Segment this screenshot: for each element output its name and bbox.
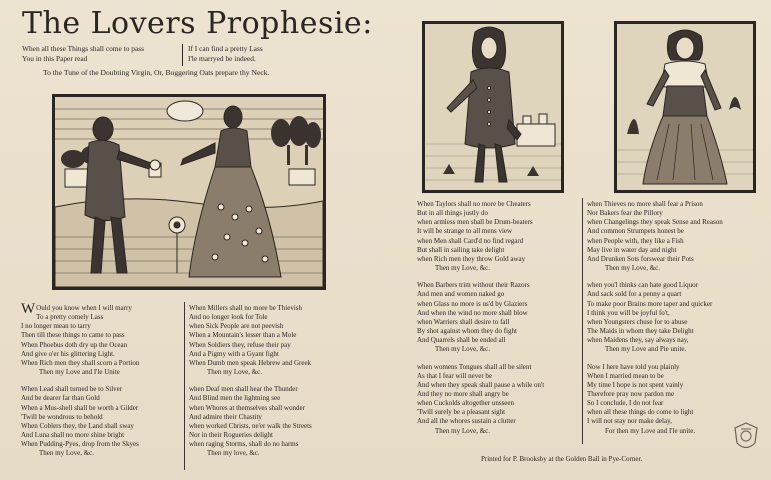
- verse-line: Nor in their Rogueries delight: [189, 431, 273, 440]
- verse-line: And all the whores sustain a clutter: [417, 417, 516, 426]
- verse-line: When Millers shall no more be Thievish: [189, 304, 303, 312]
- verse-chorus: Then my Love, &c.: [207, 368, 263, 377]
- verse-line: When a Mountain's lesser than a Mole: [189, 331, 297, 340]
- verse-line: To a pretty comely Lass: [36, 313, 104, 322]
- verse-line: My time I hope is not spent vainly: [587, 380, 684, 389]
- column-divider: [582, 198, 583, 444]
- verse-line: And Drunken Sots forswear their Pots: [587, 254, 694, 263]
- verse-line: To make poor Brains more taper and quicker: [587, 299, 713, 308]
- verse-line: When I married mean to be: [587, 371, 664, 380]
- verse-line: When Taylors shall no more be Cheaters: [417, 200, 531, 208]
- verse-line: But in all things justly do: [417, 209, 488, 218]
- verse-line: And men and women naked go: [417, 290, 505, 299]
- verse-line: when armless men shall be Drum-beaters: [417, 218, 533, 227]
- intro-line: You in this Paper read: [22, 54, 88, 63]
- verse-line: When Rich men they shall scorn a Portion: [21, 358, 140, 367]
- verse-line: when all these things do come to light: [587, 408, 694, 417]
- verse-line: But shall in sailing take delight: [417, 245, 505, 254]
- verse-chorus: For then my Love and I'le unite.: [605, 426, 696, 435]
- verse-line: when Men shall Card'd no find regard: [417, 236, 524, 245]
- intro-line: If I can find a pretty Lass: [188, 44, 263, 53]
- verse-line: when People with, they like a Fish: [587, 236, 684, 245]
- verse-line: The Maids in whom they take Delight: [587, 327, 694, 336]
- verse-line: And when they speak shall pause a while on't: [417, 380, 545, 389]
- verse-line: when Youngsters chuse for to abuse: [587, 317, 688, 326]
- verse-line: By shot against whom they do fight: [417, 327, 517, 336]
- woodcut-couple-illustration: [52, 94, 326, 290]
- verse-line: when worked Christs, ne'er walk the Streets: [189, 421, 312, 430]
- verse-line: As that I fear will never be: [417, 371, 493, 380]
- verse-line: And no longer look for Tole: [189, 313, 268, 322]
- verse-line: when Thieves no more shall fear a Prison: [587, 200, 703, 208]
- printer-imprint: Printed for P. Brooksby at the Golden Ball in Pye-Corner.: [481, 455, 643, 463]
- verse-line: So I conclude, I do not fear: [587, 399, 664, 408]
- verse-line: When Barbers trim without their Razors: [417, 281, 530, 290]
- column-divider: [184, 302, 185, 470]
- verse-column-1: [21, 301, 140, 459]
- verse-line: And Quarrels shall be ended all: [417, 336, 506, 345]
- verse-chorus: Then my love, &c.: [207, 449, 260, 458]
- intro-bracket: [182, 44, 183, 66]
- woodcut-gentleman-illustration: [422, 21, 564, 193]
- verse-line: When a Mus-shell shall be worth a Gilder: [21, 403, 139, 412]
- verse-column-3: [417, 200, 544, 436]
- verse-line: Then till these things to came to pass: [21, 331, 125, 340]
- verse-chorus: Then my Love, &c.: [435, 345, 491, 354]
- verse-line: When Dumb men speak Hebrew and Greek: [189, 358, 312, 367]
- verse-line: And be dearer far than Gold: [21, 394, 100, 403]
- verse-chorus: Then my Love, &c.: [435, 264, 491, 273]
- tune-line: To the Tune of the Doubting Virgin, Or, Buggering Oats prepare thy Neck.: [43, 68, 270, 77]
- verse-line: when Glass no more is us'd by Glaziers: [417, 299, 528, 308]
- verse-line: When Coblers they, the Land shall sway: [21, 421, 134, 430]
- verse-line: And when the wind no more shall blow: [417, 308, 528, 317]
- verse-line: And common Strumpets honest be: [587, 227, 684, 236]
- verse-line: And sack sold for a penny a quart: [587, 290, 682, 299]
- page-title: The Lovers Prophesie:: [22, 6, 373, 41]
- verse-line: When Lead shall turned be to Silver: [21, 385, 123, 394]
- verse-line: when womens Tongues shall all be silent: [417, 362, 532, 371]
- verse-line: when Rich men they throw Gold away: [417, 254, 526, 263]
- verse-line: Therefore pray now pardon me: [587, 389, 675, 398]
- verse-line: when Warriers shall desire to fall: [417, 317, 510, 326]
- verse-line: when Deaf men shall hear the Thunder: [189, 385, 298, 394]
- verse-line: I will not stay nor make delay,: [587, 417, 672, 426]
- verse-line: Now I here have told you plainly: [587, 362, 680, 371]
- woodcut-lady-illustration: [614, 21, 756, 193]
- verse-line: when Changelings they speak Sense and Reason: [587, 218, 723, 227]
- verse-chorus: Then my Love, &c.: [435, 426, 491, 435]
- verse-line: when Sick People are not peevish: [189, 322, 284, 331]
- verse-line: And Luna shall no more shine bright: [21, 431, 125, 440]
- verse-line: when Whores at themselves shall wonder: [189, 403, 305, 412]
- verse-line: When Soldiers they, refuse their pay: [189, 340, 291, 349]
- verse-line: May live in water day and night: [587, 245, 677, 254]
- verse-chorus: Then my Love, &c.: [39, 449, 95, 458]
- verse-text: Ould you know when I will marry: [36, 304, 132, 312]
- verse-line: when raging Storms, shall do no harms: [189, 440, 299, 449]
- verse-line: [21, 301, 139, 317]
- verse-line: When Pudding-Pyes, drop from the Skyes: [21, 440, 139, 449]
- verse-chorus: Then my Love and Pie unite.: [605, 345, 687, 354]
- verse-column-4: [587, 200, 723, 436]
- verse-line: And admire their Chastity: [189, 412, 262, 421]
- verse-column-2: [189, 304, 312, 459]
- verse-line: 'Twill surely be a pleasant sight: [417, 408, 506, 417]
- verse-line: I no longer mean to tarry: [21, 322, 91, 331]
- verse-line: when you'l thinks can hate good Liquor: [587, 281, 698, 290]
- verse-line: And give o'er his glittering Light.: [21, 349, 115, 358]
- verse-line: When Phoebus doth dry up the Ocean: [21, 340, 128, 349]
- verse-chorus: Then my Love, &c.: [605, 264, 661, 273]
- intro-right: [188, 44, 263, 64]
- intro-left: [22, 44, 144, 64]
- verse-line: And they no more shall angry be: [417, 389, 509, 398]
- intro-line: When all these Things shall come to pass: [22, 44, 144, 53]
- verse-line: Nor Bakers fear the Pillory: [587, 209, 663, 218]
- intro-line: I'le marryed be indeed.: [188, 54, 256, 63]
- verse-line: 'Twill be wondrous to behold: [21, 412, 103, 421]
- verse-line: And a Pigmy with a Gyant fight: [189, 349, 279, 358]
- verse-line: And Blind men the lightning see: [189, 394, 281, 403]
- verse-line: when Cuckolds altogether unsseen: [417, 399, 515, 408]
- drop-cap-w: W: [21, 301, 36, 317]
- library-stamp-icon: [733, 421, 759, 453]
- verse-line: when Maidens they, say always nay,: [587, 336, 689, 345]
- verse-line: It will be strange to all mens view: [417, 227, 513, 236]
- verse-line: I think you will be joyful fo't,: [587, 308, 670, 317]
- verse-chorus: Then my Love and I'le Unite: [39, 368, 120, 377]
